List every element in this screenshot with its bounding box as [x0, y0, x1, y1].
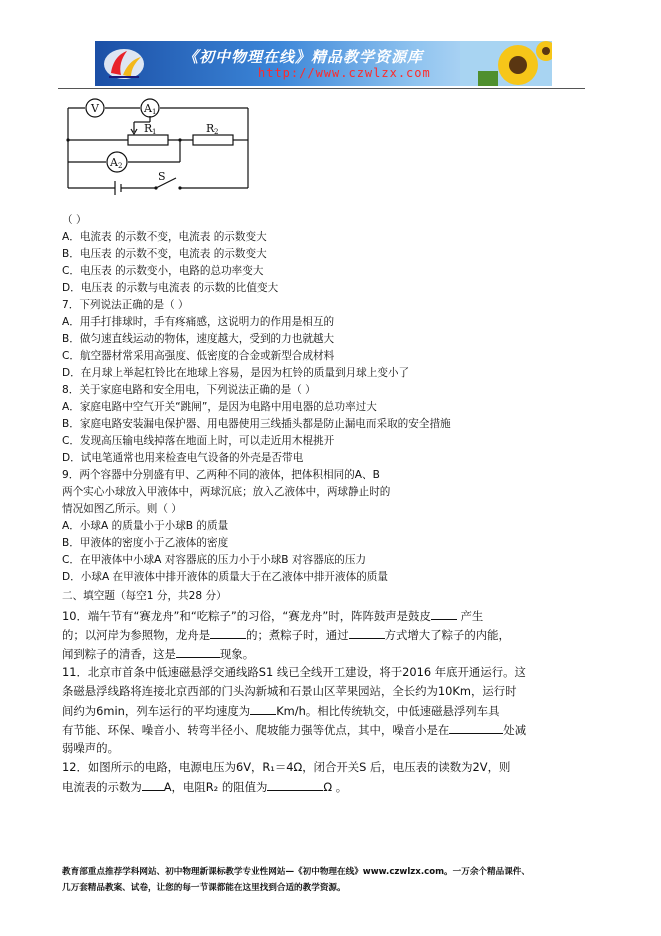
q11-blank-1[interactable]	[250, 703, 276, 715]
sunflower-image	[460, 41, 552, 86]
q10-blank-2[interactable]	[210, 627, 246, 639]
q7-stem: 7．下列说法正确的是（ ）	[62, 299, 189, 311]
q11-line-5: 弱噪声的。	[62, 741, 119, 755]
ammeter-a2-label: A	[110, 156, 118, 169]
q6-bracket: （ ）	[62, 214, 87, 226]
q10-text-1b: 产生	[456, 609, 484, 623]
resistor-r1-label: R	[144, 122, 153, 135]
q10-text-3: 闻到粽子的清香，这是	[62, 647, 176, 661]
q8-option-a: A．家庭电路中空气开关“跳闸”，是因为电路中用电器的总功率过大	[62, 401, 377, 413]
header-banner	[95, 41, 552, 86]
q6-option-c: C．电压表 的示数变小，电路的总功率变大	[62, 265, 264, 277]
q9-stem-1: 9．两个容器中分别盛有甲、乙两种不同的液体，把体积相同的A、B	[62, 469, 380, 481]
q11-line-1: 11．北京市首条中低速磁悬浮交通线路S1 线已全线开工建设，将于2016 年底开通运行。这	[62, 665, 526, 679]
q12-text-2b: A，电阻R₂ 的阻值为	[163, 780, 268, 794]
q9-option-b: B．甲液体的密度小于乙液体的密度	[62, 537, 229, 549]
banner-title: 《初中物理在线》精品教学资源库	[183, 48, 424, 66]
q9-option-c: C．在甲液体中小球A 对容器底的压力小于小球B 对容器底的压力	[62, 554, 367, 566]
q10-line-3	[62, 646, 254, 661]
q11-text-3b: Km/h。相比传统轨交，中低速磁悬浮列车具	[276, 704, 500, 718]
q12-line-1: 12．如图所示的电路，电源电压为6V，R₁＝4Ω，闭合开关S 后，电压表的读数为2V，则	[62, 760, 511, 774]
q7-option-c: C．航空器材常采用高强度、低密度的合金或新型合成材料	[62, 350, 335, 362]
q11-line-4	[62, 722, 526, 737]
q6-option-a: A．电流表 的示数不变，电流表 的示数变大	[62, 231, 267, 243]
circuit-diagram	[58, 96, 258, 196]
q12-line-2	[62, 779, 347, 794]
switch-label: S	[158, 170, 166, 183]
q6-option-d: D．电压表 的示数与电流表 的示数的比值变大	[62, 282, 279, 294]
q11-text-4b: 处减	[503, 723, 527, 737]
q11-text-3: 间约为6min，列车运行的平均速度为	[62, 704, 251, 718]
site-logo-icon	[103, 47, 145, 81]
q6-option-b: B．电压表 的示数不变，电流表 的示数变大	[62, 248, 267, 260]
q12-text-2c: Ω 。	[323, 780, 348, 794]
footer-line-2: 几万套精品教案、试卷，让您的每一节课都能在这里找到合适的教学资源。	[62, 883, 346, 893]
q10-text-2c: 方式增大了粽子的内能，	[384, 628, 510, 642]
q11-blank-2[interactable]	[449, 722, 503, 734]
ammeter-a2-sub: 2	[118, 162, 123, 170]
q12-blank-1[interactable]	[142, 779, 164, 791]
q10-blank-4[interactable]	[176, 646, 220, 658]
ammeter-a1-sub: 1	[152, 108, 157, 116]
q8-stem: 8．关于家庭电路和安全用电，下列说法正确的是（ ）	[62, 384, 316, 396]
q10-text-2b: 的；煮粽子时，通过	[246, 628, 349, 642]
q10-text-3b: 现象。	[219, 647, 255, 661]
q8-option-b: B．家庭电路安装漏电保护器、用电器使用三线插头都是防止漏电而采取的安全措施	[62, 418, 451, 430]
q9-stem-3: 情况如图乙所示。则（ ）	[62, 503, 182, 515]
q11-text-4: 有节能、环保、噪音小、转弯半径小、爬坡能力强等优点，其中，噪音小是在	[62, 723, 450, 737]
q11-line-2: 条磁悬浮线路将连接北京西部的门头沟新城和石景山区苹果园站，全长约为10Km，运行时	[62, 684, 517, 698]
q10-blank-1[interactable]	[431, 608, 457, 620]
q7-option-d: D．在月球上举起杠铃比在地球上容易，是因为杠铃的质量到月球上变小了	[62, 367, 410, 379]
q7-option-b: B．做匀速直线运动的物体，速度越大，受到的力也就越大	[62, 333, 335, 345]
q12-blank-2[interactable]	[267, 779, 323, 791]
section-fill-blank-title: 二、填空题（每空1 分，共28 分）	[62, 590, 227, 602]
q10-text-2: 的；以河岸为参照物，龙舟是	[62, 628, 211, 642]
q9-option-d: D．小球A 在甲液体中排开液体的质量大于在乙液体中排开液体的质量	[62, 571, 388, 583]
footer-line-1: 教育部重点推荐学科网站、初中物理新课标教学专业性网站—《初中物理在线》www.czwlzx.com。一万余个精品课件、	[62, 867, 530, 877]
q8-option-d: D．试电笔通常也用来检查电气设备的外壳是否带电	[62, 452, 304, 464]
q10-blank-3[interactable]	[349, 627, 385, 639]
page-footer	[62, 864, 530, 896]
q9-stem-2: 两个实心小球放入甲液体中，两球沉底；放入乙液体中，两球静止时的	[62, 486, 391, 498]
q8-option-c: C．发现高压输电线掉落在地面上时，可以走近用木棍挑开	[62, 435, 335, 447]
resistor-r2-label: R	[206, 122, 215, 135]
resistor-r1-sub: 1	[152, 128, 157, 136]
q9-option-a: A．小球A 的质量小于小球B 的质量	[62, 520, 229, 532]
voltmeter-label: V	[91, 102, 99, 115]
ammeter-a1-label: A	[144, 102, 152, 115]
resistor-r2-sub: 2	[214, 128, 219, 136]
header-divider	[58, 88, 585, 89]
q12-text-2: 电流表的示数为	[62, 780, 142, 794]
q10-line-2	[62, 627, 510, 642]
q11-line-3	[62, 703, 499, 718]
q7-option-a: A．用手打排球时，手有疼痛感，这说明力的作用是相互的	[62, 316, 335, 328]
q10-text-1: 10．端午节有“赛龙舟”和“吃粽子”的习俗，“赛龙舟”时，阵阵鼓声是鼓皮	[62, 609, 431, 623]
banner-url[interactable]: http://www.czwlzx.com	[258, 66, 431, 80]
q10-line-1	[62, 608, 483, 623]
